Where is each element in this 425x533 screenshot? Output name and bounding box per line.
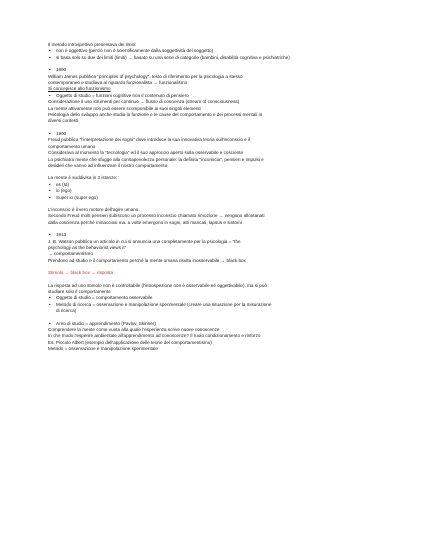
paragraph: Psicologia dello sviluppo anche studia la funzione e le cause del comportamento e dei processi mentali in (48, 112, 263, 118)
paragraph: L'inconscio è il vero motore dell'agire umano. (48, 206, 140, 212)
bullet-item: • Oggetto di studio = comportamento osservabile (48, 295, 390, 301)
paragraph: Prendono ad studio e il comportamento perché la mente umana risulta inosservabile → black box (48, 257, 246, 263)
paragraph: J. B. Watson pubblica un articolo in cui si annuncia una completamente per la psicologia = "the (48, 238, 241, 244)
bullet-item: • Oggetto di studio = funzioni cognitive non il contenuto di pensiero (48, 93, 390, 99)
paragraph: dalla coscienza perché minacciosi ma. a volte emergono in sogni, atti mancati, lapsus e sintomi (48, 219, 242, 225)
bullet-item: • es (Id) (48, 182, 390, 188)
stimulus-response-formula: Stimolo → black box → risposta (48, 270, 114, 276)
paragraph: studiare solo il comportamento (48, 289, 111, 294)
section-1890 (48, 67, 390, 125)
bullet-item: • Super io (super ego) (48, 195, 390, 201)
paragraph: Freud pubblica "l'interpretazione dei sogni" dove introduce la sua innovativa teoria sull'inconscio e il (48, 137, 250, 143)
paragraph: La mente è suddivisa in 3 istanze: (48, 175, 118, 181)
paragraph: La risposta ad uno stimolo non è controllabile (l'introspezione non è osservabile né oggettivabile), ma si può (48, 282, 267, 288)
year-heading: • 1900 (48, 131, 390, 137)
paragraph: William James pubblica "principles of psychology", testo di riferimento per la psicologia a stesso (48, 73, 243, 79)
paragraph: psychology as the behaviorist views it" (48, 244, 127, 250)
document-body (48, 42, 390, 353)
paragraph: Considerazione il uso strumenti per continuo → flusso di coscienza (stream of consciousness) (48, 99, 240, 105)
bullet-item: • Areo di studio = apprendimento (Pavlov, Skinner) (48, 321, 390, 327)
paragraph: Comprendere la mente come vuota alla quale l'esperienza scrive nuove conoscenze (48, 327, 220, 333)
paragraph: Secondo Freud molti pensieri subiscono un processo inconscio chiamato rimozione → vengono allontanati (48, 213, 265, 219)
bullet-item: • si basa solo su due dei limiti (limiti) → basato su una serie di categorie (bambini, disabilità cognitiva e psichiatriche) (48, 55, 390, 61)
bullet-item: • io (ego) (48, 188, 390, 194)
paragraph: comportamento umano (48, 143, 96, 149)
paragraph: contemporaneo e studiava al riguardo funzionalista → funzionalismo (48, 80, 188, 86)
paragraph: desideri che vanno ad influenzare il nostro comportamento (48, 162, 168, 168)
paragraph: La mente attivamente non può essere scomponibile ai suoi singoli elementi (48, 105, 201, 111)
subheading: Si concepisce allo funzionismo (48, 86, 111, 92)
paragraph: In che modo l'esperire ambientale all'apprendimento ad conoscenze? Il ruolo condizionamento e rinforzo (48, 333, 261, 339)
paragraph: diversi contesti (48, 118, 79, 124)
section-1913 (48, 232, 390, 264)
section-behaviorism (48, 283, 390, 315)
paragraph: Lo psichiatra mente che sfugge alla consapevolezza personale: la definita "inconscia", pensieri e impulsi e (48, 156, 264, 162)
year-heading: • 1890 (48, 67, 390, 73)
section-1900 (48, 131, 390, 226)
paragraph: Metodo = osservazione e manipolazione sperimentale (48, 346, 158, 352)
section-learning (48, 321, 390, 353)
year-heading: • 1913 (48, 232, 390, 238)
bullet-item: • Metodo di ricerca = osservazione e manipolazione sperimentale (creare una situazione per la misurazione (48, 302, 390, 308)
paragraph: Es. Piccolo Albert (esempio dell'applicazione delle teorie del comportamentismo) (48, 339, 212, 345)
bullet-continuation: di ricerca) (56, 308, 77, 314)
bullet-item: • non è oggettivo (perciò non è scientificamente dalla soggettività del soggetto) (48, 48, 390, 54)
paragraph: Il metodo introspettivo presentava dei limiti: (48, 42, 137, 47)
paragraph: → comportamentismo (48, 251, 93, 257)
section-introspection-limits (48, 42, 390, 61)
paragraph: Considerava al momento la "tecnologia" ed il suo approccio aperto sulla osservabile e cosciente (48, 150, 244, 156)
